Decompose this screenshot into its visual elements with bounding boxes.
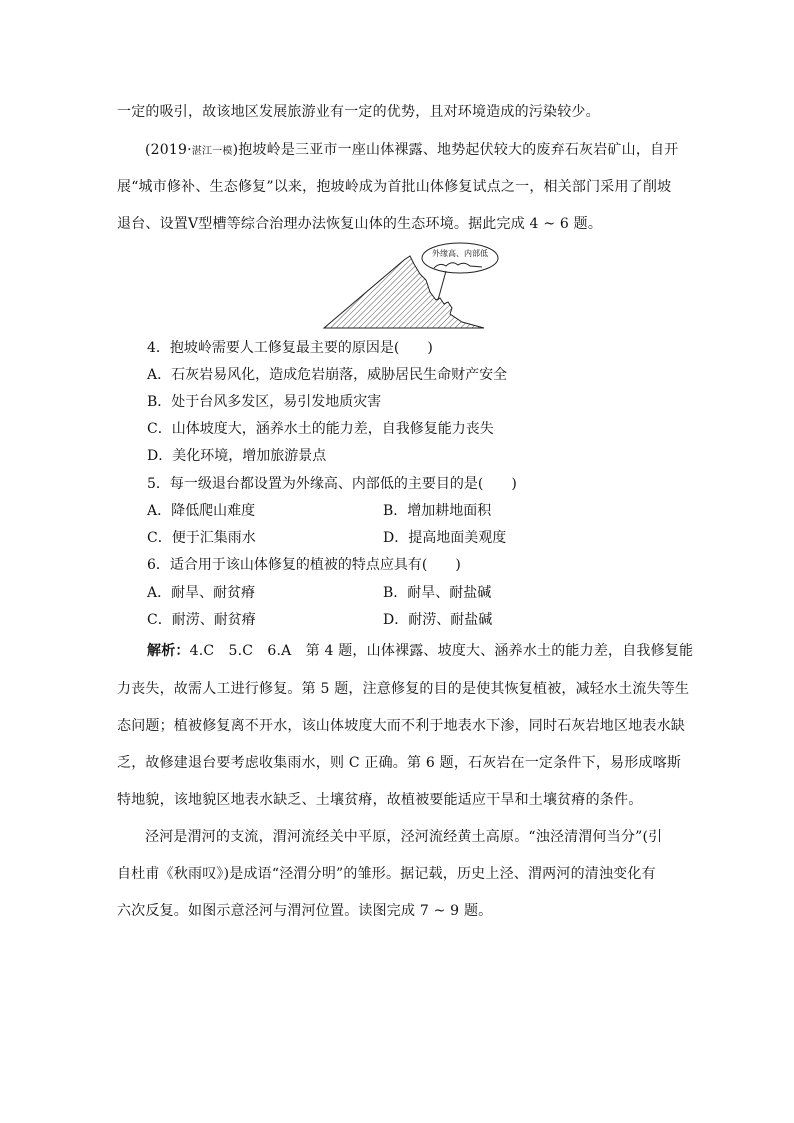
q5-stem: 5．每一级退台都设置为外缘高、内部低的主要目的是( ) [147,476,517,492]
source-close: ) [232,142,239,158]
q5-option-d: D．提高地面美观度 [383,530,507,546]
passage1-line-1 [145,139,678,159]
q6-option-a: A．耐旱、耐贫瘠 [147,585,256,601]
passage1-line-3: 退台、设置V型槽等综合治理办法恢复山体的生态环境。据此完成 4 ~ 6 题。 [117,216,603,232]
source-place: 湛江一模 [191,146,233,157]
q4-option-c: C．山体坡度大，涵养水土的能力差，自我修复能力丧失 [147,421,494,437]
q6-stem: 6．适合用于该山体修复的植被的特点应具有( ) [147,557,461,573]
q5-option-c: C．便于汇集雨水 [147,530,256,546]
q6-option-b: B．耐旱、耐盐碱 [383,585,492,601]
q4-option-d: D．美化环境，增加旅游景点 [147,448,327,464]
intro-line-1: 一定的吸引，故该地区发展旅游业有一定的优势，且对环境造成的污染较少。 [117,104,600,120]
q5-option-b: B．增加耕地面积 [383,503,492,519]
analysis-line-1 [147,640,693,660]
passage2-line-1: 泾河是渭河的支流，渭河流经关中平原，泾河流经黄土高原。“浊泾清渭何当分”(引 [145,829,663,845]
q6-option-c: C．耐涝、耐贫瘠 [147,612,256,628]
mountain-diagram [322,240,522,335]
source-year: (2019· [145,142,192,158]
analysis-line-2: 力丧失，故需人工进行修复。第 5 题，注意修复的目的是使其恢复植被，减轻水土流失等生 [117,681,690,697]
passage1-line-2: 展“城市修补、生态修复”以来，抱坡岭成为首批山体修复试点之一，相关部门采用了削坡 [117,179,672,195]
analysis-line-5: 特地貌，该地貌区地表水缺乏、土壤贫瘠，故植被要能适应干旱和土壤贫瘠的条件。 [117,792,643,808]
passage1-line-1-rest: 抱坡岭是三亚市一座山体裸露、地势起伏较大的废弃石灰岩矿山，自开 [238,142,679,158]
callout-pointer [438,271,446,300]
analysis-line-3: 态问题；植被修复离不开水，该山体坡度大而不利于地表水下渗，同时石灰岩地区地表水缺 [117,718,685,734]
callout-label: 外缘高、内部低 [432,249,488,258]
q4-option-a: A．石灰岩易风化，造成危岩崩落，威胁居民生命财产安全 [147,367,508,383]
analysis-line-4: 乏，故修建退台要考虑收集雨水，则 C 正确。第 6 题，石灰岩在一定条件下，易形成喀斯 [117,755,682,771]
callout-bubble [422,243,498,273]
passage2-line-2: 自杜甫《秋雨叹》)是成语“泾渭分明”的雏形。据记载，历史上泾、渭两河的清浊变化有 [117,866,656,882]
q5-option-a: A．降低爬山难度 [147,503,256,519]
q6-option-d: D．耐涝、耐盐碱 [383,612,493,628]
analysis-line-1-rest: 第 4 题，山体裸露、坡度大、涵养水土的能力差，自我修复能 [305,643,694,659]
q4-stem: 4．抱坡岭需要人工修复最主要的原因是( ) [147,340,433,356]
analysis-answers: 4.C 5.C 6.A [189,643,292,659]
analysis-label: 解析： [147,643,190,659]
q4-option-b: B．处于台风多发区，易引发地质灾害 [147,394,382,410]
passage2-line-3: 六次反复。如图示意泾河与渭河位置。读图完成 7 ~ 9 题。 [117,903,493,919]
